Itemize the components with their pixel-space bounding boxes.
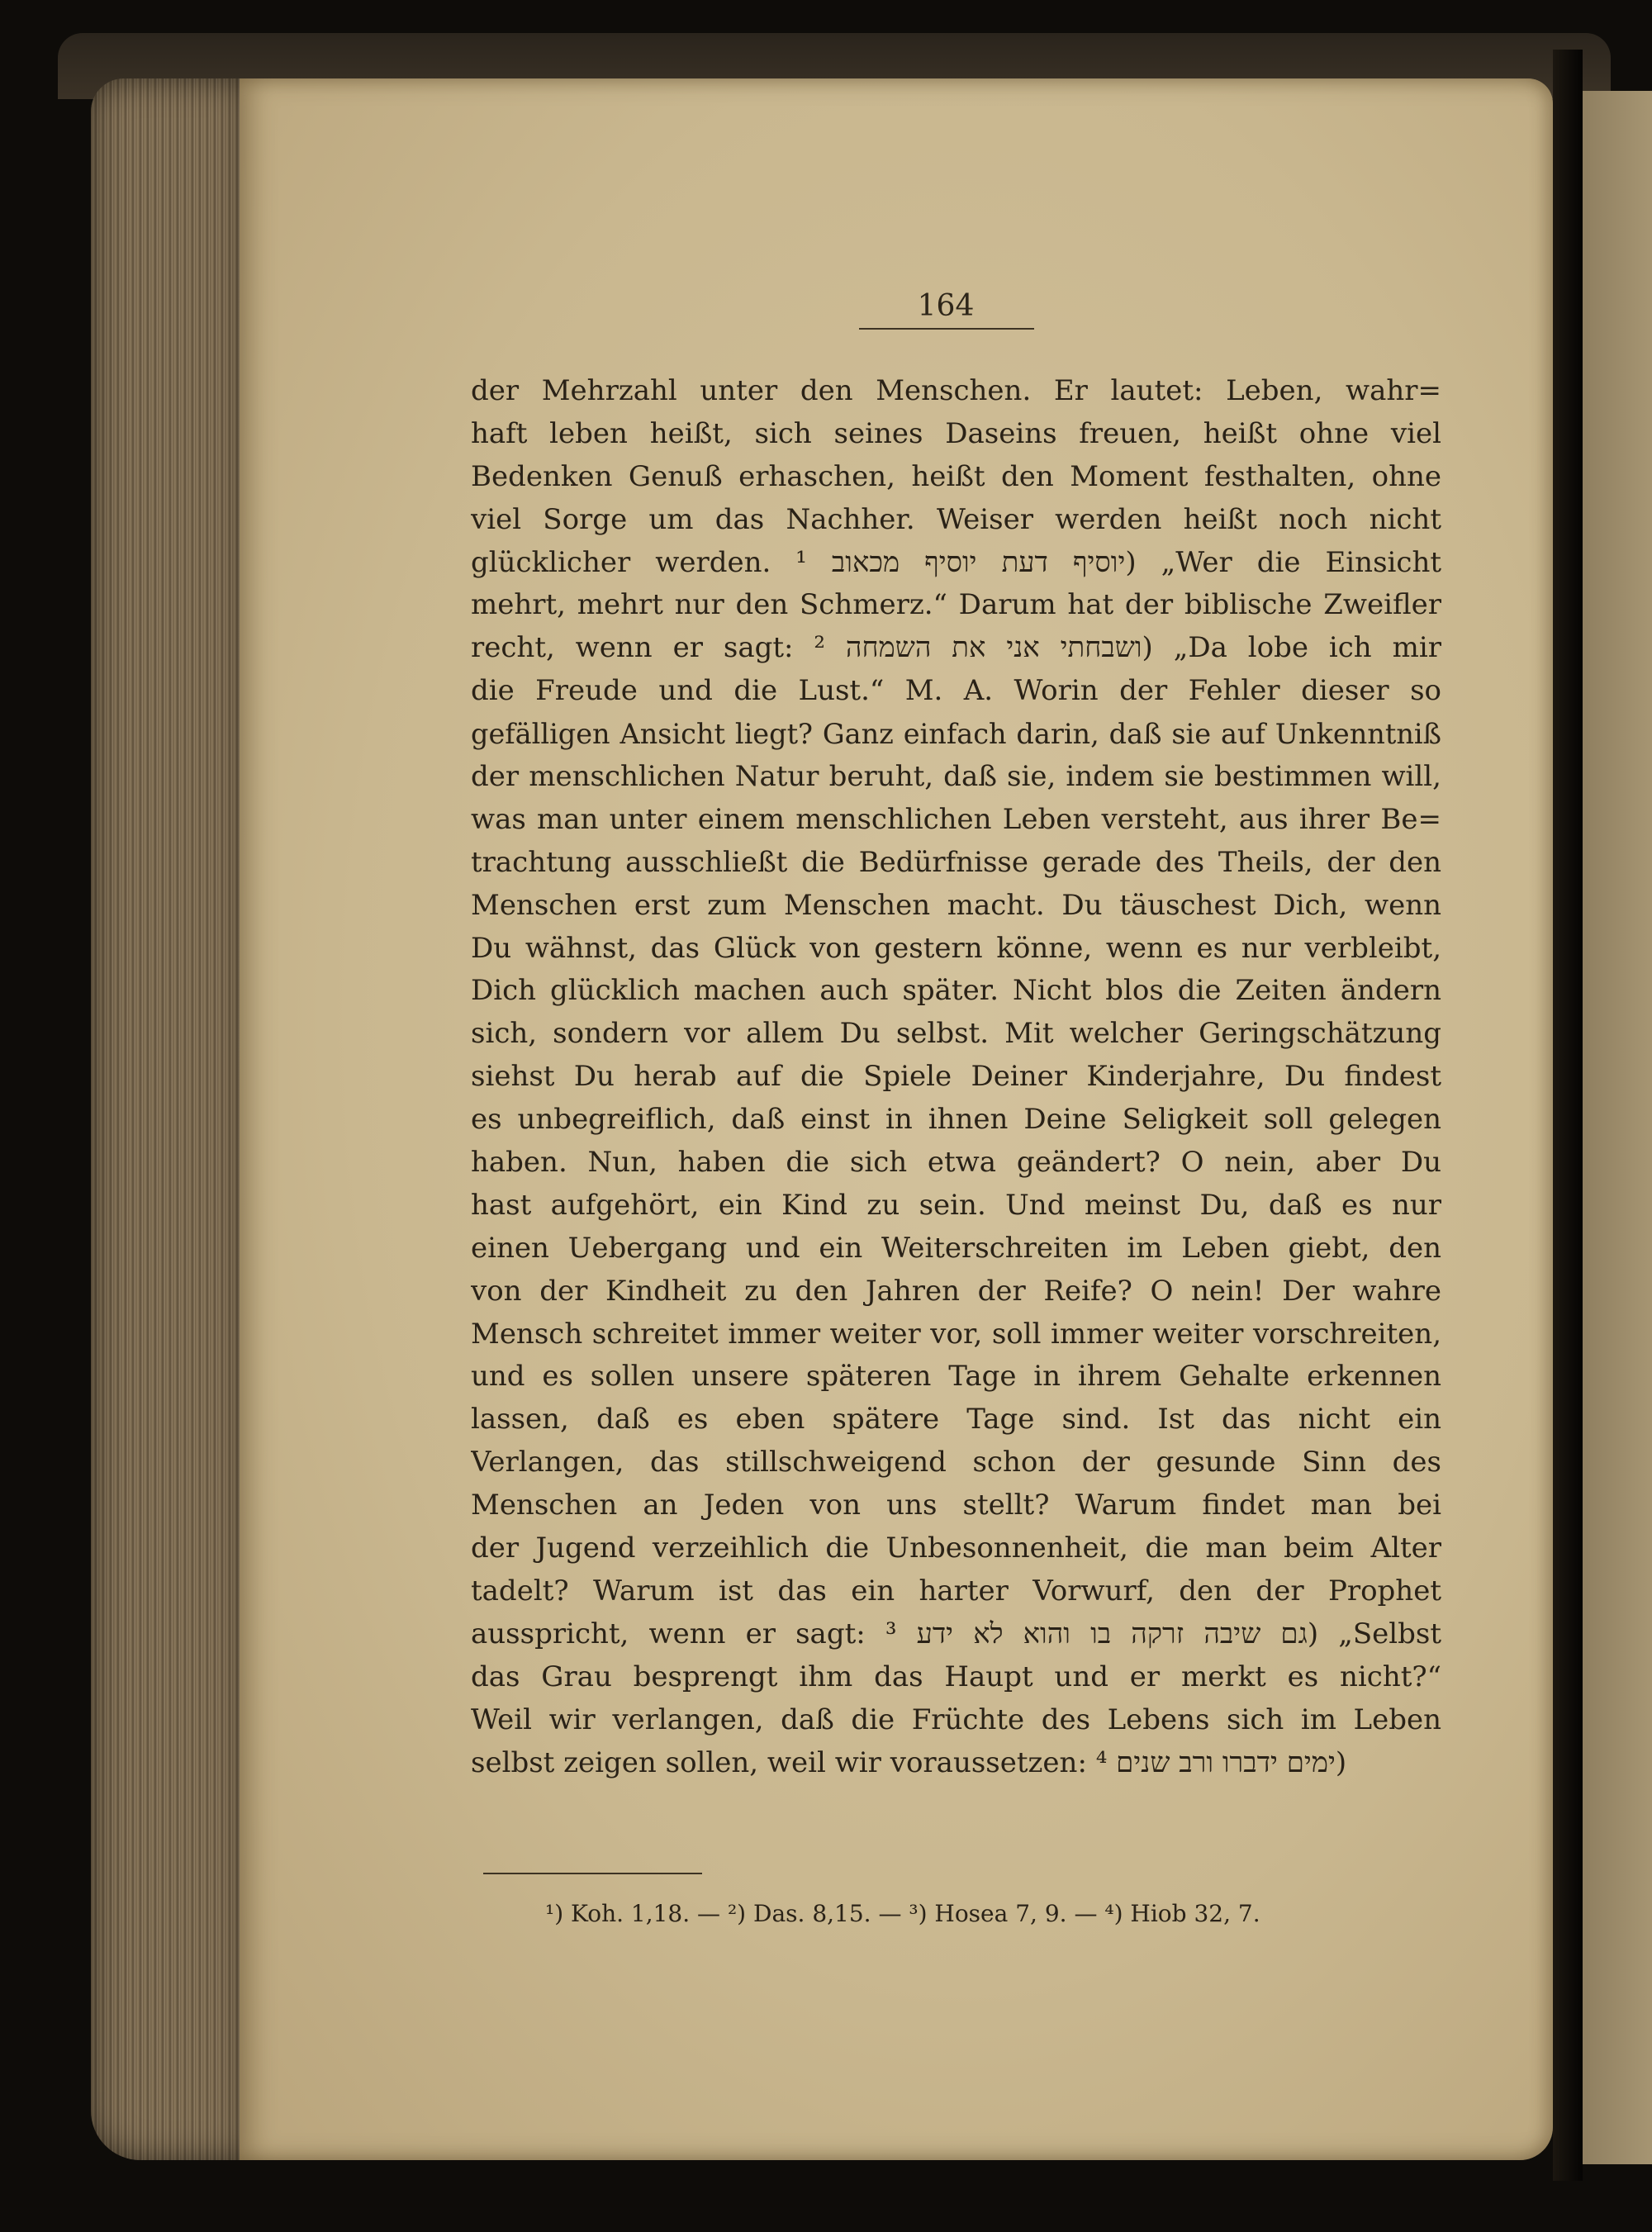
body-text <box>471 370 1441 1784</box>
text-line: siehst Du herab auf die Spiele Deiner Kinderjahre, Du findest <box>471 1060 1441 1094</box>
footnotes: ¹) Koh. 1,18. — ²) Das. 8,15. — ³) Hosea 7, 9. — ⁴) Hiob 32, 7. <box>545 1900 1260 1927</box>
text-line: Mensch schreitet immer weiter vor, soll immer weiter vorschreiten, <box>471 1317 1441 1351</box>
text-line: selbst zeigen sollen, weil wir voraussetzen: ימים ידברו ורב שנים ⁴) <box>471 1745 1347 1779</box>
text-line: von der Kindheit zu den Jahren der Reife? O nein! Der wahre <box>471 1274 1441 1308</box>
text-line: viel Sorge um das Nachher. Weiser werden heißt noch nicht <box>471 502 1441 536</box>
text-line: es unbegreiflich, daß einst in ihnen Deine Seligkeit soll gelegen <box>471 1103 1441 1137</box>
text-line: trachtung ausschließt die Bedürfnisse gerade des Theils, der den <box>471 845 1441 879</box>
page-block-edges <box>91 78 248 2160</box>
text-line: recht, wenn er sagt: ושבחתי אני את השמחה ²) „Da lobe ich mir <box>471 631 1441 665</box>
text-line: Menschen an Jeden von uns stellt? Warum findet man bei <box>471 1489 1441 1522</box>
text-line: tadelt? Warum ist das ein harter Vorwurf, den der Prophet <box>471 1574 1441 1608</box>
text-line: das Grau besprengt ihm das Haupt und er merkt es nicht?“ <box>471 1660 1441 1693</box>
text-line: der Mehrzahl unter den Menschen. Er lautet: Leben, wahr= <box>471 374 1441 407</box>
text-line: haben. Nun, haben die sich etwa geändert? O nein, aber Du <box>471 1146 1441 1180</box>
text-line: was man unter einem menschlichen Leben versteht, aus ihrer Be= <box>471 802 1441 836</box>
text-line: Menschen erst zum Menschen macht. Du täuschest Dich, wenn <box>471 888 1441 922</box>
text-line: Du wähnst, das Glück von gestern könne, wenn es nur verbleibt, <box>471 931 1441 965</box>
text-line: der menschlichen Natur beruht, daß sie, indem sie bestimmen will, <box>471 760 1441 794</box>
text-line: glücklicher werden. יוסיף דעת יוסיף מכאוב ¹) „Wer die Einsicht <box>471 545 1441 579</box>
page-number: 164 <box>917 289 975 323</box>
text-line: gefälligen Ansicht liegt? Ganz einfach darin, daß sie auf Unkenntniß <box>471 718 1441 751</box>
text-line: Dich glücklich machen auch später. Nicht blos die Zeiten ändern <box>471 974 1441 1008</box>
text-line: ausspricht, wenn er sagt: גם שיבה זרקה בו והוא לא ידע ³) „Selbst <box>471 1617 1441 1650</box>
text-line: sich, sondern vor allem Du selbst. Mit welcher Geringschätzung <box>471 1017 1441 1051</box>
facing-page-edge <box>1583 91 1652 2164</box>
text-line: hast aufgehört, ein Kind zu sein. Und meinst Du, daß es nur <box>471 1188 1441 1222</box>
footnote-rule <box>483 1873 702 1874</box>
text-line: der Jugend verzeihlich die Unbesonnenheit, die man beim Alter <box>471 1532 1441 1565</box>
text-line: und es sollen unsere späteren Tage in ihrem Gehalte erkennen <box>471 1360 1441 1394</box>
text-line: Verlangen, das stillschweigend schon der gesunde Sinn des <box>471 1446 1441 1479</box>
page-number-rule <box>859 328 1034 330</box>
text-line: haft leben heißt, sich seines Daseins freuen, heißt ohne viel <box>471 416 1441 450</box>
text-line: Bedenken Genuß erhaschen, heißt den Moment festhalten, ohne <box>471 459 1441 493</box>
text-line: Weil wir verlangen, daß die Früchte des Lebens sich im Leben <box>471 1702 1441 1736</box>
text-line: einen Uebergang und ein Weiterschreiten im Leben giebt, den <box>471 1231 1441 1265</box>
text-line: lassen, daß es eben spätere Tage sind. Ist das nicht ein <box>471 1403 1441 1437</box>
book-gutter <box>1553 50 1583 2181</box>
text-line: die Freude und die Lust.“ M. A. Worin der Fehler dieser so <box>471 674 1441 708</box>
text-line: mehrt, mehrt nur den Schmerz.“ Darum hat der biblische Zweifler <box>471 588 1441 622</box>
